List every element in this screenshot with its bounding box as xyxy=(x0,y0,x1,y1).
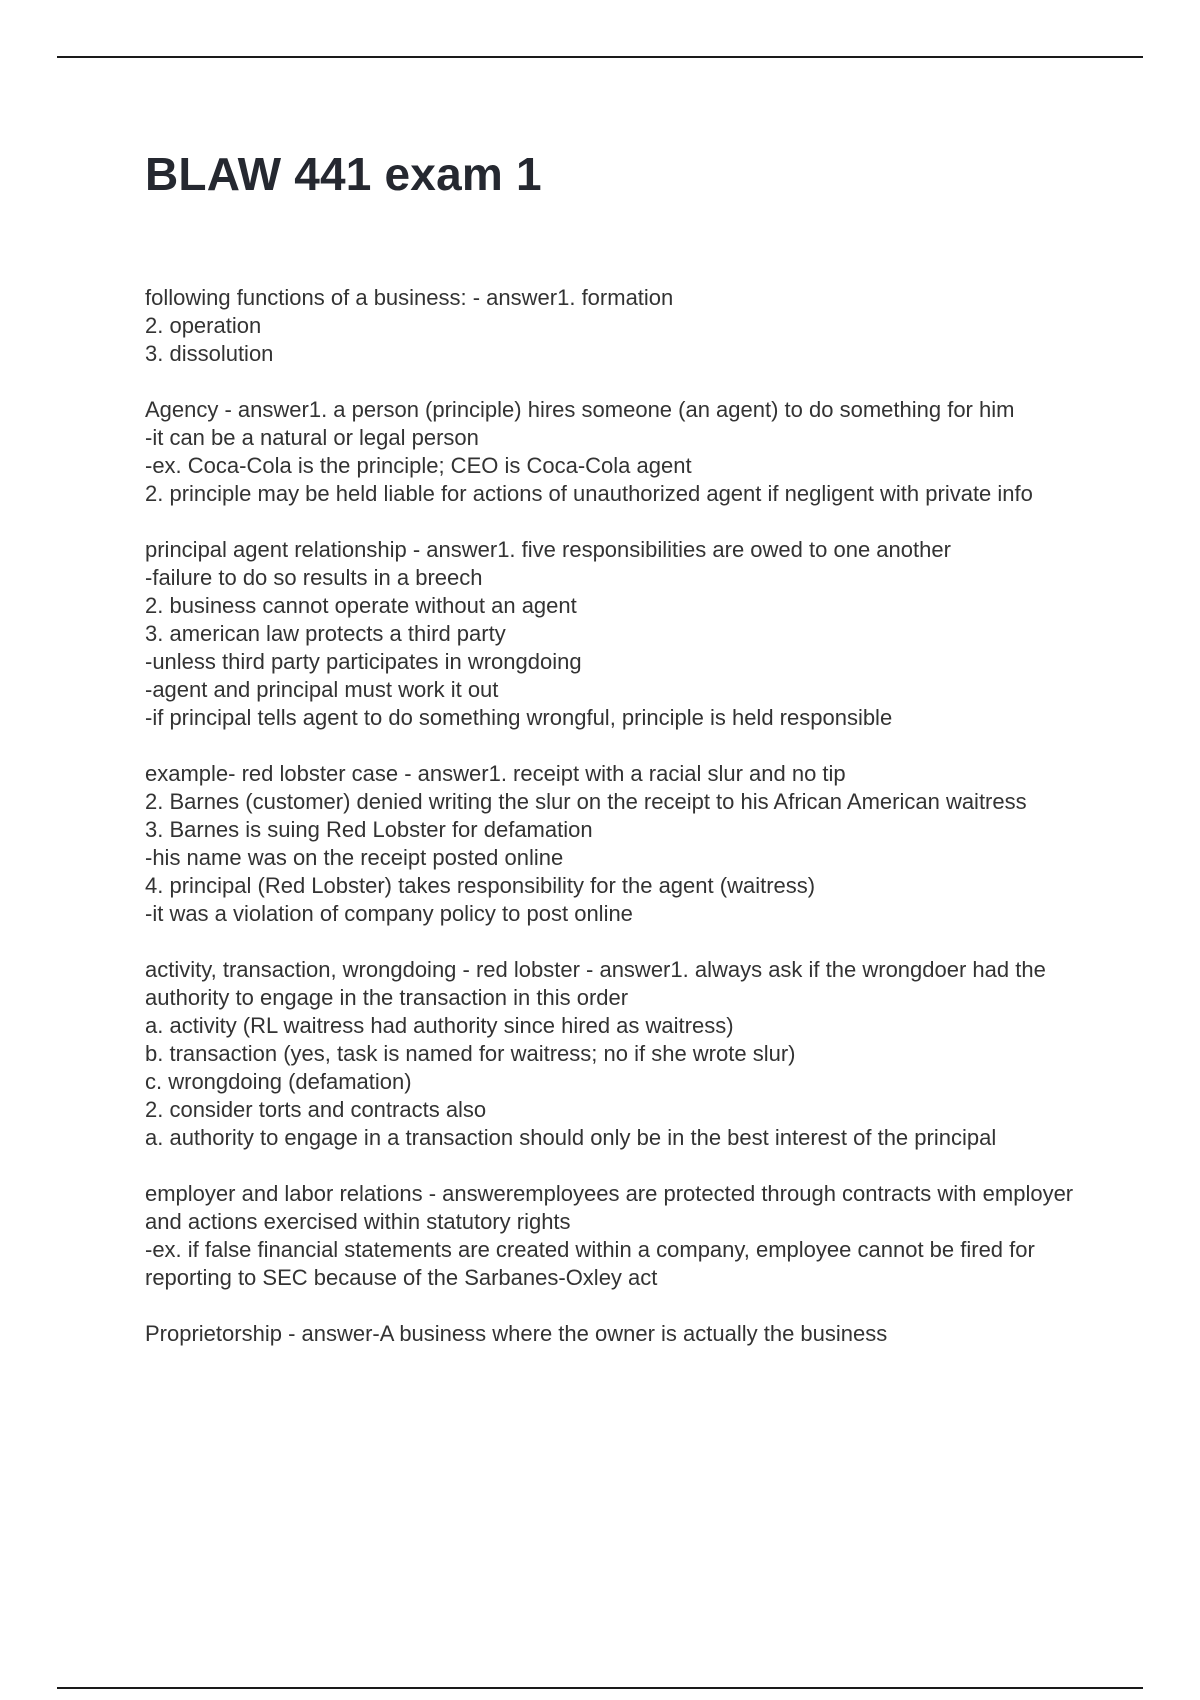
entry-line: 4. principal (Red Lobster) takes responsibility for the agent (waitress) xyxy=(145,873,816,898)
flashcard-entry xyxy=(145,284,1085,368)
entry-line: a. activity (RL waitress had authority since hired as waitress) xyxy=(145,1013,734,1038)
entry-line: -if principal tells agent to do something wrongful, principle is held responsible xyxy=(145,705,893,730)
entry-line: 2. principle may be held liable for actions of unauthorized agent if negligent with private info xyxy=(145,481,1033,506)
entry-line: -agent and principal must work it out xyxy=(145,677,499,702)
entry-line: following functions of a business: - answer1. formation xyxy=(145,285,674,310)
entry-line: 2. consider torts and contracts also xyxy=(145,1097,487,1122)
document-title: BLAW 441 exam 1 xyxy=(145,148,542,200)
entry-line: a. authority to engage in a transaction should only be in the best interest of the principal xyxy=(145,1125,997,1150)
flashcard-list xyxy=(145,284,1085,1376)
flashcard-entry xyxy=(145,1320,1085,1348)
entry-line: 2. Barnes (customer) denied writing the slur on the receipt to his African American waitress xyxy=(145,789,1027,814)
entry-line: c. wrongdoing (defamation) xyxy=(145,1069,412,1094)
flashcard-entry xyxy=(145,760,1085,928)
flashcard-entry xyxy=(145,956,1085,1152)
flashcard-entry xyxy=(145,1180,1085,1292)
entry-line: -it was a violation of company policy to post online xyxy=(145,901,633,926)
entry-line: -it can be a natural or legal person xyxy=(145,425,479,450)
entry-line: 3. american law protects a third party xyxy=(145,621,506,646)
flashcard-entry xyxy=(145,536,1085,732)
entry-line: -ex. Coca-Cola is the principle; CEO is Coca-Cola agent xyxy=(145,453,692,478)
entry-line: employer and labor relations - answeremployees are protected through contracts with employer and actions exercised within statutory rights xyxy=(145,1181,1074,1234)
flashcard-entry xyxy=(145,396,1085,508)
entry-line: Proprietorship - answer-A business where the owner is actually the business xyxy=(145,1321,888,1346)
entry-line: b. transaction (yes, task is named for waitress; no if she wrote slur) xyxy=(145,1041,796,1066)
entry-line: activity, transaction, wrongdoing - red lobster - answer1. always ask if the wrongdoer had the authority to engage in the transaction in this order xyxy=(145,957,1046,1010)
entry-line: -his name was on the receipt posted online xyxy=(145,845,564,870)
entry-line: 3. Barnes is suing Red Lobster for defamation xyxy=(145,817,593,842)
entry-line: principal agent relationship - answer1. five responsibilities are owed to one another xyxy=(145,537,951,562)
entry-line: -ex. if false financial statements are created within a company, employee cannot be fired for reporting to SEC because of the Sarbanes-Oxley act xyxy=(145,1237,1035,1290)
entry-line: 2. operation xyxy=(145,313,262,338)
entry-line: 3. dissolution xyxy=(145,341,274,366)
entry-line: Agency - answer1. a person (principle) hires someone (an agent) to do something for him xyxy=(145,397,1015,422)
top-divider xyxy=(57,56,1143,58)
entry-line: example- red lobster case - answer1. receipt with a racial slur and no tip xyxy=(145,761,846,786)
entry-line: -unless third party participates in wrongdoing xyxy=(145,649,582,674)
bottom-divider xyxy=(57,1687,1143,1689)
entry-line: -failure to do so results in a breech xyxy=(145,565,483,590)
entry-line: 2. business cannot operate without an agent xyxy=(145,593,577,618)
